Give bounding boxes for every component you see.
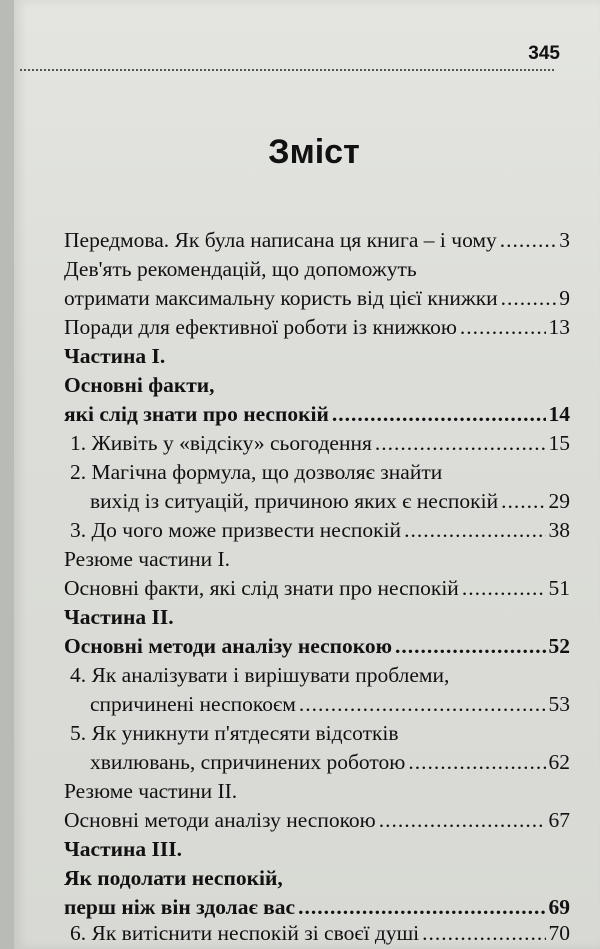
- toc-entry-page: 38: [548, 518, 570, 542]
- toc-entry-page: 69: [548, 895, 570, 919]
- toc-entry-text: 4. Як аналізувати і вирішувати проблеми,: [70, 663, 450, 687]
- toc-entry-page: 62: [548, 750, 570, 774]
- toc-entry-text: які слід знати про неспокій: [64, 402, 329, 426]
- toc-leader-dots: [460, 315, 546, 340]
- toc-entry-text: 5. Як уникнути п'ятдесяти відсотків: [70, 721, 399, 745]
- toc-part-3-title-cont: [64, 895, 570, 923]
- toc-entry-text: отримати максимальну користь від цієї книжки: [64, 286, 498, 310]
- toc-entry-text: 2. Магічна формула, що дозволяє знайти: [70, 460, 443, 484]
- toc-entry-text: Поради для ефективної роботи із книжкою: [64, 315, 457, 339]
- toc-summary-part-1: [64, 547, 570, 575]
- page-number: 345: [528, 43, 560, 64]
- toc-chapter-2-cont: [90, 489, 570, 517]
- toc-entry-page: 70: [548, 921, 570, 945]
- toc-chapter-3: [70, 518, 570, 546]
- toc-leader-dots: [332, 402, 546, 427]
- toc-entry-text: Резюме частини І.: [64, 547, 230, 571]
- toc-entry-page: 29: [548, 489, 570, 513]
- toc-summary-part-2: [64, 779, 570, 807]
- toc-leader-dots: [404, 518, 545, 543]
- toc-entry-page: 14: [548, 402, 570, 426]
- toc-entry-text: Частина ІІ.: [64, 605, 174, 629]
- toc-entry-text: 1. Живіть у «відсіку» сьогодення: [70, 431, 372, 455]
- toc-entry-text: Частина І.: [64, 344, 166, 368]
- toc-leader-dots: [422, 921, 545, 946]
- toc-summary-part-2-cont: [64, 808, 570, 836]
- toc-entry-nine-recommendations: [64, 257, 570, 285]
- toc-entry-page: 9: [559, 286, 570, 310]
- toc-entry-text: Резюме частини ІІ.: [64, 779, 238, 803]
- toc-chapter-4-cont: [90, 692, 570, 720]
- book-page: [14, 0, 600, 949]
- toc-part-3-title: [64, 866, 570, 894]
- toc-leader-dots: [500, 228, 556, 253]
- toc-entry-page: 3: [559, 228, 570, 252]
- toc-part-3-heading: [64, 837, 570, 865]
- toc-chapter-5-cont: [90, 750, 570, 778]
- toc-chapter-6: [70, 921, 570, 949]
- toc-entry-text: Основні факти, які слід знати про неспокій: [64, 576, 459, 600]
- contents-title: Зміст: [268, 133, 360, 171]
- toc-entry-page: 51: [548, 576, 570, 600]
- toc-part-2-heading: [64, 605, 570, 633]
- toc-part-2-title: [64, 634, 570, 662]
- toc-entry-text: хвилювань, спричинених роботою: [90, 750, 406, 774]
- toc-entry-text: вихід із ситуацій, причиною яких є неспокій: [90, 489, 499, 513]
- toc-leader-dots: [299, 692, 546, 717]
- toc-entry-text: перш ніж він здолає вас: [64, 895, 296, 919]
- toc-entry-nine-recommendations-cont: [64, 286, 570, 314]
- toc-part-1-title-cont: [64, 402, 570, 430]
- toc-chapter-2: [70, 460, 570, 488]
- toc-leader-dots: [501, 286, 557, 311]
- toc-leader-dots: [501, 489, 545, 514]
- toc-entry-text: 3. До чого може призвести неспокій: [70, 518, 402, 542]
- toc-entry-text: Дев'ять рекомендацій, що допоможуть: [64, 257, 417, 281]
- toc-entry-page: 67: [548, 808, 570, 832]
- toc-chapter-5: [70, 721, 570, 749]
- toc-chapter-1: [70, 431, 570, 459]
- toc-entry-page: 52: [548, 634, 570, 658]
- toc-entry-text: спричинені неспокоєм: [90, 692, 296, 716]
- toc-part-1-heading: [64, 344, 570, 372]
- toc-entry-tips: [64, 315, 570, 343]
- toc-entry-page: 53: [548, 692, 570, 716]
- toc-leader-dots: [375, 431, 546, 456]
- toc-leader-dots: [462, 576, 546, 601]
- toc-entry-text: 6. Як витіснити неспокій зі своєї душі: [70, 921, 420, 945]
- header-divider: [20, 69, 554, 71]
- toc-entry-page: 13: [548, 315, 570, 339]
- toc-leader-dots: [408, 750, 545, 775]
- toc-entry-text: Основні методи аналізу неспокою: [64, 808, 376, 832]
- toc-chapter-4: [70, 663, 570, 691]
- toc-entry-page: 15: [548, 431, 570, 455]
- toc-entry-text: Як подолати неспокій,: [64, 866, 283, 890]
- toc-part-1-title: [64, 373, 570, 401]
- toc-leader-dots: [395, 634, 545, 659]
- toc-leader-dots: [379, 808, 546, 833]
- toc-entry-preface: [64, 228, 570, 256]
- toc-summary-part-1-cont: [64, 576, 570, 604]
- toc-leader-dots: [298, 895, 545, 920]
- toc-entry-text: Основні методи аналізу неспокою: [64, 634, 393, 658]
- toc-entry-text: Передмова. Як була написана ця книга – і чому: [64, 228, 497, 252]
- toc-entry-text: Основні факти,: [64, 373, 215, 397]
- toc-entry-text: Частина ІІІ.: [64, 837, 183, 861]
